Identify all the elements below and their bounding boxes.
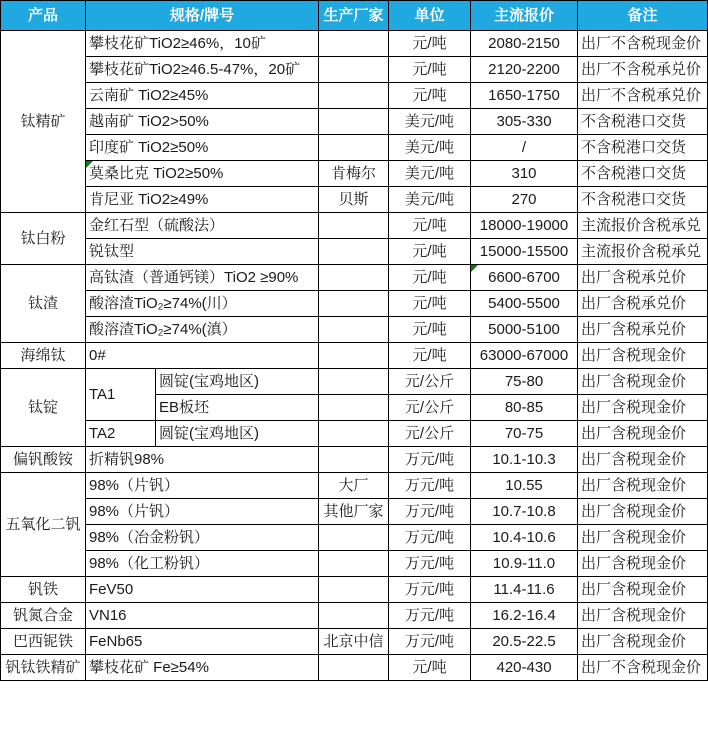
header-note: 备注: [578, 1, 708, 31]
cell-note: 出厂含税现金价: [578, 421, 708, 447]
cell-product: 钛锭: [1, 369, 86, 447]
cell-mfr: [319, 551, 389, 577]
cell-price: 10.1-10.3: [471, 447, 578, 473]
table-row: [1, 499, 708, 525]
table-row: [1, 135, 708, 161]
cell-note: 出厂含税现金价: [578, 525, 708, 551]
cell-unit: 万元/吨: [389, 629, 471, 655]
table-row: [1, 369, 708, 395]
cell-price: 310: [471, 161, 578, 187]
cell-spec: 98%（片钒）: [86, 499, 319, 525]
cell-product: 钛渣: [1, 265, 86, 343]
cell-unit: 元/吨: [389, 291, 471, 317]
cell-unit: 万元/吨: [389, 551, 471, 577]
header-row: [1, 1, 708, 31]
cell-unit: 万元/吨: [389, 525, 471, 551]
cell-unit: 元/吨: [389, 265, 471, 291]
cell-spec: 金红石型（硫酸法）: [86, 213, 319, 239]
cell-spec: 酸溶渣TiO₂≥74%(川）: [86, 291, 319, 317]
cell-mfr: [319, 421, 389, 447]
cell-mfr: [319, 369, 389, 395]
cell-unit: 万元/吨: [389, 577, 471, 603]
cell-price: 5400-5500: [471, 291, 578, 317]
cell-spec: 攀枝花矿TiO2≥46.5-47%，20矿: [86, 57, 319, 83]
cell-unit: 元/吨: [389, 213, 471, 239]
cell-unit: 美元/吨: [389, 161, 471, 187]
cell-note: 出厂含税现金价: [578, 551, 708, 577]
table-row: [1, 187, 708, 213]
cell-unit: 元/吨: [389, 317, 471, 343]
cell-mfr: [319, 109, 389, 135]
cell-unit: 元/吨: [389, 343, 471, 369]
cell-price: 70-75: [471, 421, 578, 447]
cell-spec: FeV50: [86, 577, 319, 603]
cell-note: 不含税港口交货: [578, 187, 708, 213]
cell-unit: 元/吨: [389, 655, 471, 681]
table-row: [1, 343, 708, 369]
cell-spec: 98%（冶金粉钒）: [86, 525, 319, 551]
cell-price: 10.4-10.6: [471, 525, 578, 551]
cell-mfr: 贝斯: [319, 187, 389, 213]
cell-note: 出厂含税承兑价: [578, 317, 708, 343]
header-manufacturer: 生产厂家: [319, 1, 389, 31]
table-row: [1, 655, 708, 681]
cell-spec: 98%（片钒）: [86, 473, 319, 499]
cell-specB: 圆锭(宝鸡地区): [156, 421, 319, 447]
cell-price: 16.2-16.4: [471, 603, 578, 629]
cell-unit: 元/公斤: [389, 421, 471, 447]
cell-price: 15000-15500: [471, 239, 578, 265]
cell-unit: 美元/吨: [389, 135, 471, 161]
cell-unit: 万元/吨: [389, 499, 471, 525]
cell-specB: 圆锭(宝鸡地区): [156, 369, 319, 395]
cell-mfr: [319, 291, 389, 317]
cell-note: 出厂含税现金价: [578, 629, 708, 655]
cell-mfr: [319, 655, 389, 681]
cell-spec: 锐钛型: [86, 239, 319, 265]
cell-price: 10.7-10.8: [471, 499, 578, 525]
table-row: [1, 551, 708, 577]
cell-spec: 攀枝花矿 Fe≥54%: [86, 655, 319, 681]
cell-spec: 0#: [86, 343, 319, 369]
cell-product: 海绵钛: [1, 343, 86, 369]
cell-mfr: [319, 317, 389, 343]
cell-note: 出厂含税现金价: [578, 369, 708, 395]
table-row: [1, 213, 708, 239]
cell-note: 主流报价含税承兑: [578, 239, 708, 265]
cell-spec: 攀枝花矿TiO2≥46%，10矿: [86, 31, 319, 57]
cell-mfr: [319, 83, 389, 109]
table-row: [1, 577, 708, 603]
cell-note: 不含税港口交货: [578, 135, 708, 161]
cell-unit: 万元/吨: [389, 447, 471, 473]
table-row: [1, 421, 708, 447]
cell-price: 2080-2150: [471, 31, 578, 57]
cell-product: 巴西铌铁: [1, 629, 86, 655]
cell-note: 出厂含税现金价: [578, 343, 708, 369]
cell-note: 出厂含税现金价: [578, 499, 708, 525]
cell-price: 305-330: [471, 109, 578, 135]
header-spec: 规格/牌号: [86, 1, 319, 31]
cell-note: 出厂含税现金价: [578, 473, 708, 499]
header-product: 产品: [1, 1, 86, 31]
table-row: [1, 109, 708, 135]
cell-mfr: [319, 57, 389, 83]
cell-product: 钒铁: [1, 577, 86, 603]
cell-price: 18000-19000: [471, 213, 578, 239]
table-row: [1, 317, 708, 343]
cell-note: 主流报价含税承兑: [578, 213, 708, 239]
cell-mfr: 北京中信: [319, 629, 389, 655]
cell-specA: TA2: [86, 421, 156, 447]
cell-price: 75-80: [471, 369, 578, 395]
cell-price: 1650-1750: [471, 83, 578, 109]
cell-spec: 折精钒98%: [86, 447, 319, 473]
cell-mfr: [319, 239, 389, 265]
cell-product: 钛白粉: [1, 213, 86, 265]
cell-note: 出厂不含税现金价: [578, 655, 708, 681]
price-table-body: [1, 31, 708, 681]
cell-price: /: [471, 135, 578, 161]
cell-unit: 元/公斤: [389, 369, 471, 395]
cell-unit: 元/吨: [389, 83, 471, 109]
cell-mfr: [319, 31, 389, 57]
cell-mfr: [319, 265, 389, 291]
table-row: [1, 161, 708, 187]
price-table-header: [1, 1, 708, 31]
cell-mfr: [319, 577, 389, 603]
cell-unit: 美元/吨: [389, 187, 471, 213]
cell-price: 270: [471, 187, 578, 213]
table-row: [1, 473, 708, 499]
cell-mfr: 其他厂家: [319, 499, 389, 525]
table-row: [1, 525, 708, 551]
cell-specB: EB板坯: [156, 395, 319, 421]
cell-mfr: [319, 343, 389, 369]
cell-spec: FeNb65: [86, 629, 319, 655]
cell-unit: 万元/吨: [389, 473, 471, 499]
cell-note: 出厂不含税承兑价: [578, 83, 708, 109]
cell-mfr: [319, 135, 389, 161]
cell-unit: 元/吨: [389, 239, 471, 265]
table-row: [1, 447, 708, 473]
table-row: [1, 83, 708, 109]
table-row: [1, 57, 708, 83]
cell-note: 出厂含税现金价: [578, 447, 708, 473]
cell-spec: 98%（化工粉钒）: [86, 551, 319, 577]
cell-specA: TA1: [86, 369, 156, 421]
table-row: [1, 239, 708, 265]
cell-spec: 酸溶渣TiO₂≥74%(滇）: [86, 317, 319, 343]
cell-spec: VN16: [86, 603, 319, 629]
cell-note: 出厂含税现金价: [578, 603, 708, 629]
cell-product: 五氧化二钒: [1, 473, 86, 577]
cell-note: 出厂含税承兑价: [578, 291, 708, 317]
cell-spec: 云南矿 TiO2≥45%: [86, 83, 319, 109]
cell-unit: 元/吨: [389, 57, 471, 83]
cell-note: 出厂含税承兑价: [578, 265, 708, 291]
cell-price: 2120-2200: [471, 57, 578, 83]
cell-unit: 美元/吨: [389, 109, 471, 135]
cell-price-with-comment-mark: 6600-6700: [471, 265, 578, 291]
table-row: [1, 265, 708, 291]
cell-note: 不含税港口交货: [578, 109, 708, 135]
cell-spec: 越南矿 TiO2>50%: [86, 109, 319, 135]
cell-price: 63000-67000: [471, 343, 578, 369]
cell-spec: 肯尼亚 TiO2≥49%: [86, 187, 319, 213]
cell-mfr: [319, 603, 389, 629]
cell-product: 钒氮合金: [1, 603, 86, 629]
cell-note: 出厂不含税承兑价: [578, 57, 708, 83]
cell-unit: 元/公斤: [389, 395, 471, 421]
cell-price: 80-85: [471, 395, 578, 421]
cell-product: 钛精矿: [1, 31, 86, 213]
table-row: [1, 629, 708, 655]
cell-note: 不含税港口交货: [578, 161, 708, 187]
cell-spec: 高钛渣（普通钙镁）TiO2 ≥90%: [86, 265, 319, 291]
cell-note: 出厂含税现金价: [578, 395, 708, 421]
cell-price: 5000-5100: [471, 317, 578, 343]
cell-mfr: 大厂: [319, 473, 389, 499]
cell-price: 10.55: [471, 473, 578, 499]
cell-price: 20.5-22.5: [471, 629, 578, 655]
cell-product: 钒钛铁精矿: [1, 655, 86, 681]
table-row: [1, 291, 708, 317]
table-row: [1, 603, 708, 629]
cell-unit: 万元/吨: [389, 603, 471, 629]
header-price: 主流报价: [471, 1, 578, 31]
cell-price: 10.9-11.0: [471, 551, 578, 577]
header-unit: 单位: [389, 1, 471, 31]
cell-mfr: [319, 213, 389, 239]
cell-product: 偏钒酸铵: [1, 447, 86, 473]
cell-spec: 印度矿 TiO2≥50%: [86, 135, 319, 161]
cell-mfr: [319, 525, 389, 551]
cell-price: 420-430: [471, 655, 578, 681]
cell-mfr: [319, 447, 389, 473]
cell-price: 11.4-11.6: [471, 577, 578, 603]
cell-mfr: [319, 395, 389, 421]
cell-spec-with-comment-mark: 莫桑比克 TiO2≥50%: [86, 161, 319, 187]
cell-mfr: 肯梅尔: [319, 161, 389, 187]
table-row: [1, 31, 708, 57]
cell-note: 出厂含税现金价: [578, 577, 708, 603]
cell-unit: 元/吨: [389, 31, 471, 57]
cell-note: 出厂不含税现金价: [578, 31, 708, 57]
